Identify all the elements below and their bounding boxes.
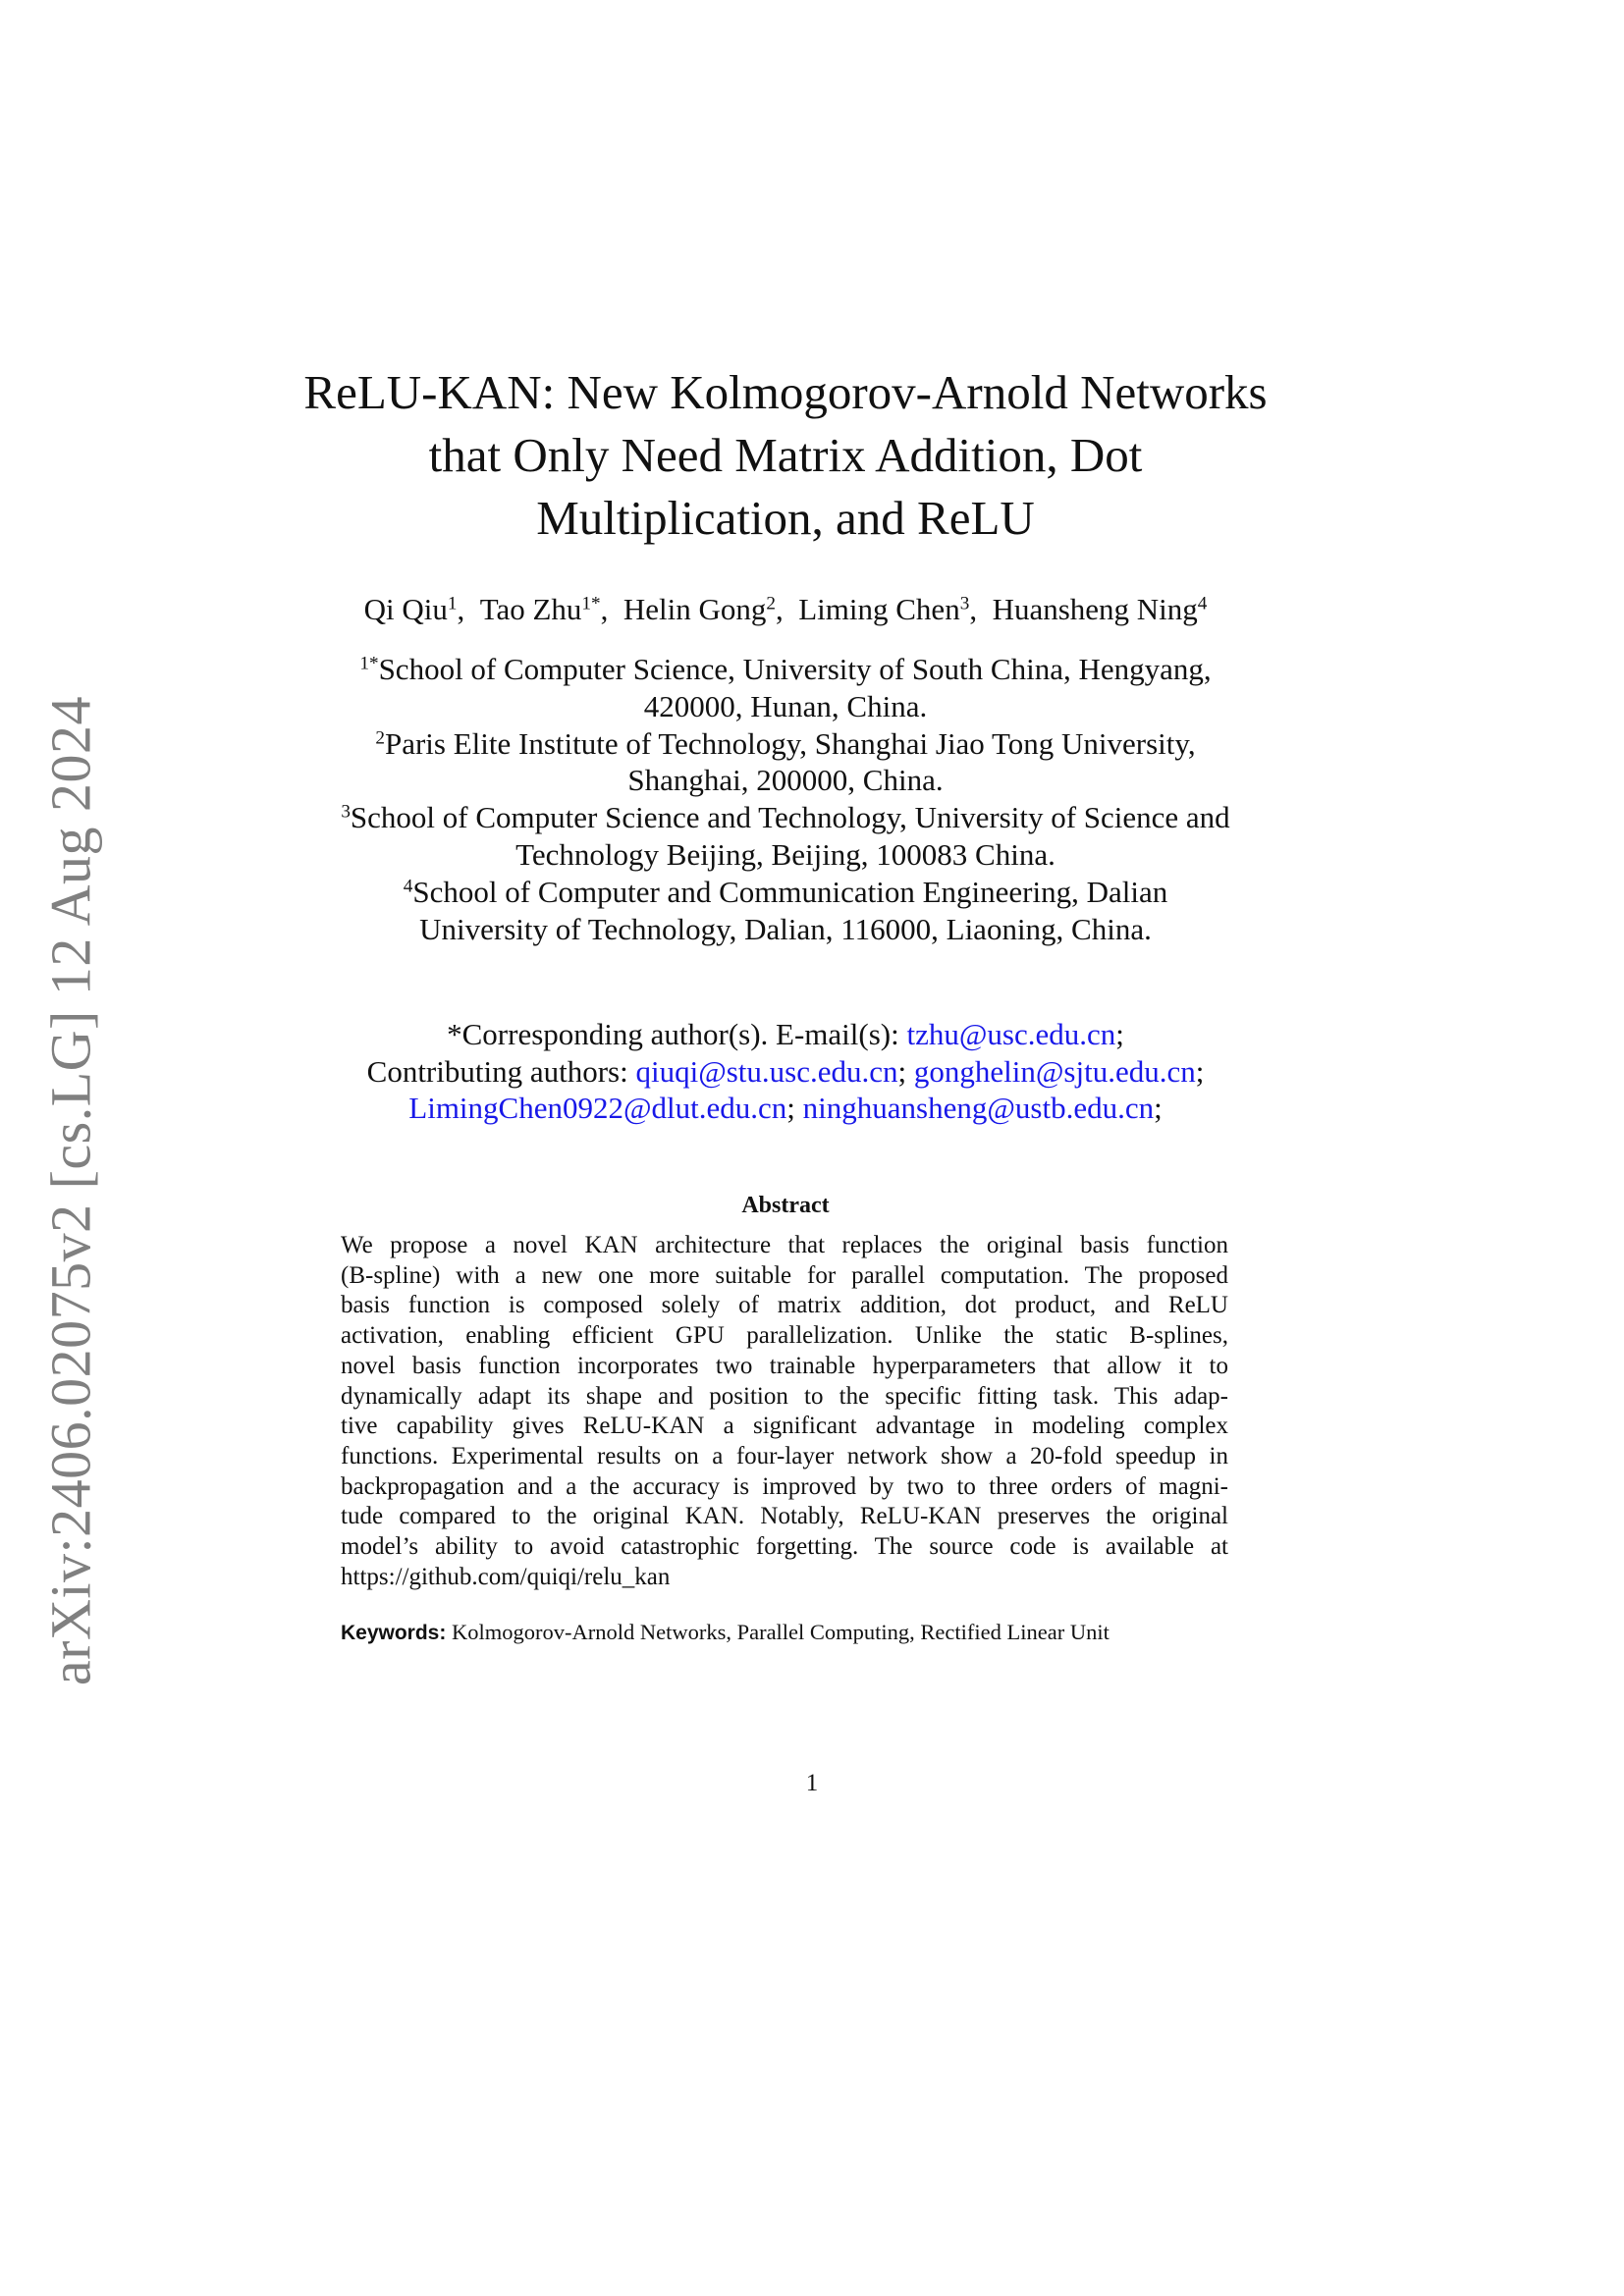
title-line: ReLU-KAN: New Kolmogorov-Arnold Networks	[303, 365, 1268, 419]
keywords-text: Kolmogorov-Arnold Networks, Parallel Computing, Rectified Linear Unit	[446, 1620, 1110, 1644]
corresponding-line	[295, 1016, 1276, 1053]
abstract-line: tude compared to the original KAN. Notably, ReLU-KAN preserves the original	[341, 1503, 1228, 1530]
email-link[interactable]: tzhu@usc.edu.cn	[906, 1017, 1116, 1051]
separator: ;	[897, 1053, 907, 1089]
abstract-heading: Abstract	[741, 1193, 830, 1218]
author: Liming Chen	[798, 592, 960, 626]
affiliation-mark: 4	[403, 876, 413, 897]
affiliation-line: 420000, Hunan, China.	[643, 688, 928, 723]
separator: ;	[1195, 1053, 1205, 1089]
correspondence	[295, 1016, 1276, 1127]
separator: ;	[786, 1091, 795, 1126]
abstract-line: dynamically adapt its shape and position to the specific fitting task. This adap-	[341, 1382, 1228, 1410]
abstract-line: model’s ability to avoid catastrophic forgetting. The source code is available at	[341, 1533, 1228, 1561]
separator: ;	[1115, 1017, 1124, 1051]
author: Helin Gong	[623, 592, 767, 626]
author-affiliation-mark: 4	[1197, 593, 1208, 614]
affiliation-line: Paris Elite Institute of Technology, Shanghai Jiao Tong University,	[384, 725, 1196, 761]
separator: ;	[1154, 1091, 1163, 1126]
abstract-line: We propose a novel KAN architecture that replaces the original basis function	[341, 1232, 1228, 1258]
page-number: 1	[805, 1770, 819, 1796]
affiliation-mark: 1*	[359, 653, 379, 674]
contributing-line	[295, 1053, 1276, 1091]
abstract-line: functions. Experimental results on a four-layer network show a 20-fold speedup in	[341, 1442, 1228, 1469]
keywords-label: Keywords:	[341, 1622, 447, 1644]
email-link[interactable]: ninghuansheng@ustb.edu.cn	[802, 1091, 1155, 1126]
author-affiliation-mark: 3	[959, 593, 970, 614]
affiliation-line: Shanghai, 200000, China.	[627, 763, 944, 798]
abstract-line: novel basis function incorporates two trainable hyperparameters that allow it to	[341, 1352, 1228, 1379]
abstract-body	[341, 1231, 1228, 1592]
affiliation-line: Technology Beijing, Beijing, 100083 China.	[515, 836, 1056, 872]
affiliation	[295, 799, 1276, 836]
abstract-line: basis function is composed solely of matrix addition, dot product, and ReLU	[341, 1292, 1228, 1319]
email-link[interactable]: LimingChen0922@dlut.edu.cn	[408, 1091, 787, 1126]
affiliations	[295, 651, 1276, 947]
affiliation-line: School of Computer Science and Technology, University of Science and	[350, 800, 1230, 835]
abstract-line: backpropagation and a the accuracy is improved by two to three orders of magni-	[341, 1472, 1228, 1500]
abstract-line: https://github.com/quiqi/relu_kan	[341, 1563, 671, 1590]
title-line: Multiplication, and ReLU	[536, 491, 1035, 545]
abstract-line: tive capability gives ReLU-KAN a significant advantage in modeling complex	[341, 1413, 1228, 1440]
keywords	[341, 1620, 1228, 1645]
title-line: that Only Need Matrix Addition, Dot	[428, 428, 1143, 482]
email-link[interactable]: gonghelin@sjtu.edu.cn	[913, 1053, 1196, 1089]
author: Tao Zhu	[479, 592, 582, 626]
author-affiliation-mark: 2	[766, 593, 776, 614]
author-affiliation-mark: 1*	[581, 593, 601, 614]
contributing-label: Contributing authors:	[366, 1053, 636, 1089]
affiliation-mark: 3	[341, 801, 351, 823]
affiliation-mark: 2	[375, 727, 385, 749]
arxiv-identifier: arXiv:2406.02075v2 [cs.LG] 12 Aug 2024	[38, 695, 103, 1686]
affiliation	[295, 874, 1276, 911]
contributing-line	[295, 1090, 1276, 1127]
affiliation	[295, 725, 1276, 763]
affiliation-line: School of Computer and Communication Engineering, Dalian	[412, 874, 1168, 909]
email-link[interactable]: qiuqi@stu.usc.edu.cn	[635, 1053, 898, 1089]
author-affiliation-mark: 1	[447, 593, 458, 614]
author: Huansheng Ning	[992, 592, 1198, 626]
affiliation-line: School of Computer Science, University of South China, Hengyang,	[378, 652, 1212, 686]
paper-title	[295, 361, 1276, 550]
abstract-line: activation, enabling efficient GPU parallelization. Unlike the static B-splines,	[341, 1322, 1228, 1350]
corresponding-label: *Corresponding author(s). E-mail(s):	[447, 1017, 907, 1051]
author-list: Qi Qiu$^1$, Tao Zhu$^{1*}$, Helin Gong$^2$, Liming Chen$^3$, Huansheng Ning$^4$	[363, 592, 1208, 626]
abstract-line: (B-spline) with a new one more suitable for parallel computation. The proposed	[341, 1261, 1228, 1289]
author: Qi Qiu	[363, 592, 448, 626]
affiliation	[295, 651, 1276, 688]
affiliation-line: University of Technology, Dalian, 116000, Liaoning, China.	[419, 911, 1152, 946]
